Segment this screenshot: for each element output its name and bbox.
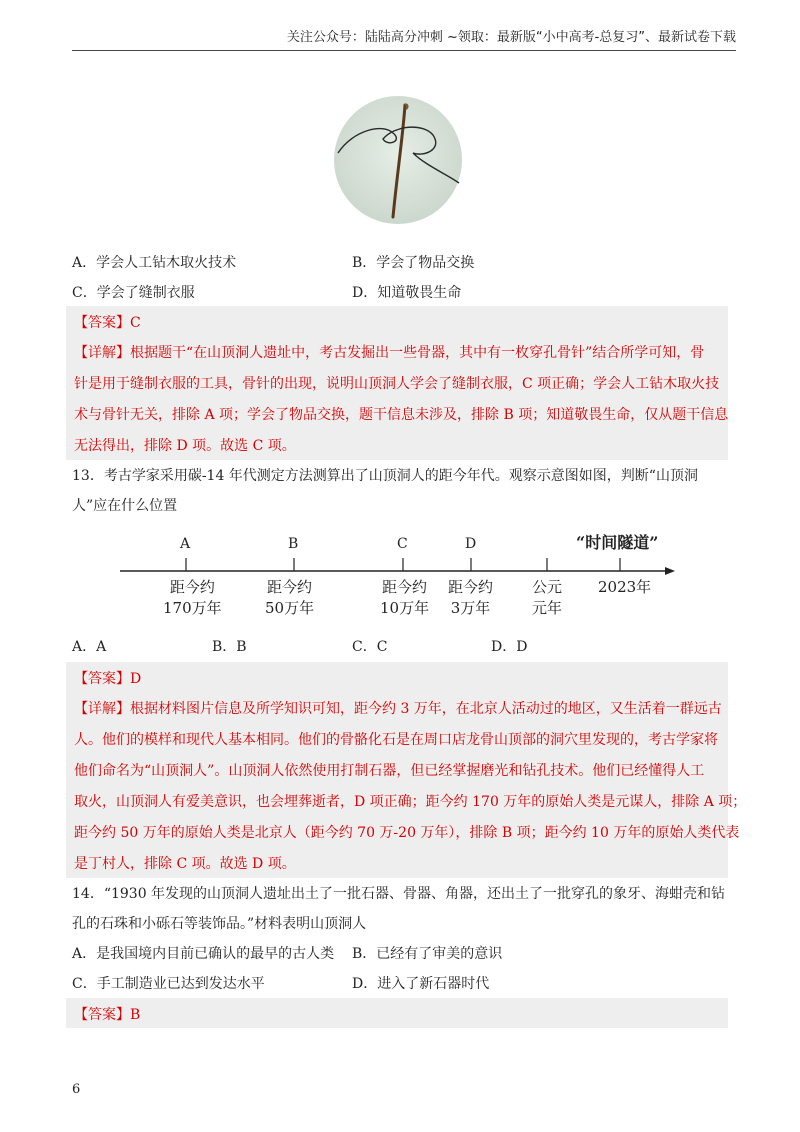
page-number: 6 (72, 1082, 81, 1097)
q14-option-b: B．已经有了审美的意识 (352, 946, 503, 962)
page-header: 关注公众号：陆陆高分冲刺 ~领取：最新版“小中高考-总复习”、最新试卷下载 (72, 30, 736, 51)
timeline-label: 距今约 10万年 (380, 578, 430, 617)
q13-explanation-line: 人。他们的模样和现代人基本相同。他们的骨骼化石是在周口店龙骨山顶部的洞穴里发现的，考古学家将 (74, 732, 718, 748)
q14-option-d: D．进入了新石器时代 (352, 976, 490, 992)
q13-explanation-line: 【详解】根据材料图片信息及所学知识可知，距今约 3 万年，在北京人活动过的地区，又生活着一群远古 (74, 701, 722, 717)
q12-answer-block (66, 306, 728, 336)
timeline-letter-a: A (180, 536, 191, 552)
q12-option-d: D．知道敬畏生命 (352, 285, 462, 301)
q13-option-a: A．A (72, 639, 107, 655)
q12-explanation-line: 术与骨针无关，排除 A 项；学会了物品交换，题干信息未涉及，排除 B 项；知道敬畏生命，仅从题干信息 (74, 407, 729, 423)
q13-option-d: D．D (491, 639, 528, 655)
q12-answer: 【答案】C (74, 315, 141, 331)
q13-answer: 【答案】D (74, 671, 142, 687)
timeline-letter-d: D (465, 536, 477, 552)
timeline-label: 距今约 170万年 (163, 578, 222, 617)
q14-answer: 【答案】B (74, 1007, 141, 1023)
q12-explanation-block (66, 336, 728, 460)
timeline-letter-b: B (288, 536, 299, 552)
q13-answer-block (66, 662, 728, 692)
q13-option-c: C．C (352, 639, 388, 655)
timeline-label: 距今约 50万年 (265, 578, 315, 617)
q13-explanation-line: 是丁村人，排除 C 项。故选 D 项。 (74, 856, 296, 872)
timeline-label: 2023年 (598, 578, 652, 596)
q13-explanation-line: 取火，山顶洞人有爱美意识，也会埋葬逝者，D 项正确；距今约 170 万年的原始人类是元谋人，排除 A 项； (74, 794, 747, 810)
q13-explanation-line: 距今约 50 万年的原始人类是北京人（距今约 70 万-20 万年），排除 B 项；距今约 10 万年的原始人类代表 (74, 825, 740, 841)
q13-stem: 13．考古学家采用碳-14 年代测定方法测算出了山顶洞人的距今年代。观察示意图如图，判断“山顶洞 (72, 468, 698, 484)
q14-option-a: A．是我国境内目前已确认的最早的古人类 (72, 946, 335, 962)
q14-stem: 14．“1930 年发现的山顶洞人遗址出土了一批石器、骨器、角器，还出土了一批穿孔的象牙、海蚶壳和钻 (72, 886, 726, 902)
q12-option-a: A．学会人工钻木取火技术 (72, 255, 237, 271)
q13-option-b: B．B (212, 639, 247, 655)
q13-stem: 人”应在什么位置 (72, 498, 178, 514)
timeline-label: 公元 元年 (532, 578, 563, 617)
q14-answer-block (66, 998, 728, 1028)
q14-stem: 孔的石珠和小砾石等装饰品。”材料表明山顶洞人 (72, 916, 367, 932)
q12-option-c: C．学会了缝制衣服 (72, 285, 195, 301)
bone-needle-image (333, 95, 463, 225)
q13-explanation-line: 他们命名为“山顶洞人”。山顶洞人依然使用打制石器，但已经掌握磨光和钻孔技术。他们已经懂得人工 (74, 763, 705, 779)
time-tunnel-diagram (110, 526, 680, 626)
q12-explanation-line: 针是用于缝制衣服的工具，骨针的出现，说明山顶洞人学会了缝制衣服，C 项正确；学会人工钻木取火技 (74, 376, 720, 392)
q12-explanation-line: 【详解】根据题干“在山顶洞人遗址中，考古发掘出一些骨器，其中有一枚穿孔骨针”结合所学可知，骨 (74, 345, 705, 361)
timeline-title: “时间隧道” (576, 533, 659, 552)
q13-explanation-block (66, 692, 747, 878)
q12-option-b: B．学会了物品交换 (352, 255, 475, 271)
timeline-label: 距今约 3万年 (448, 578, 494, 617)
q14-option-c: C．手工制造业已达到发达水平 (72, 976, 265, 992)
timeline-letter-c: C (397, 536, 408, 552)
q12-explanation-line: 无法得出，排除 D 项。故选 C 项。 (74, 438, 296, 454)
